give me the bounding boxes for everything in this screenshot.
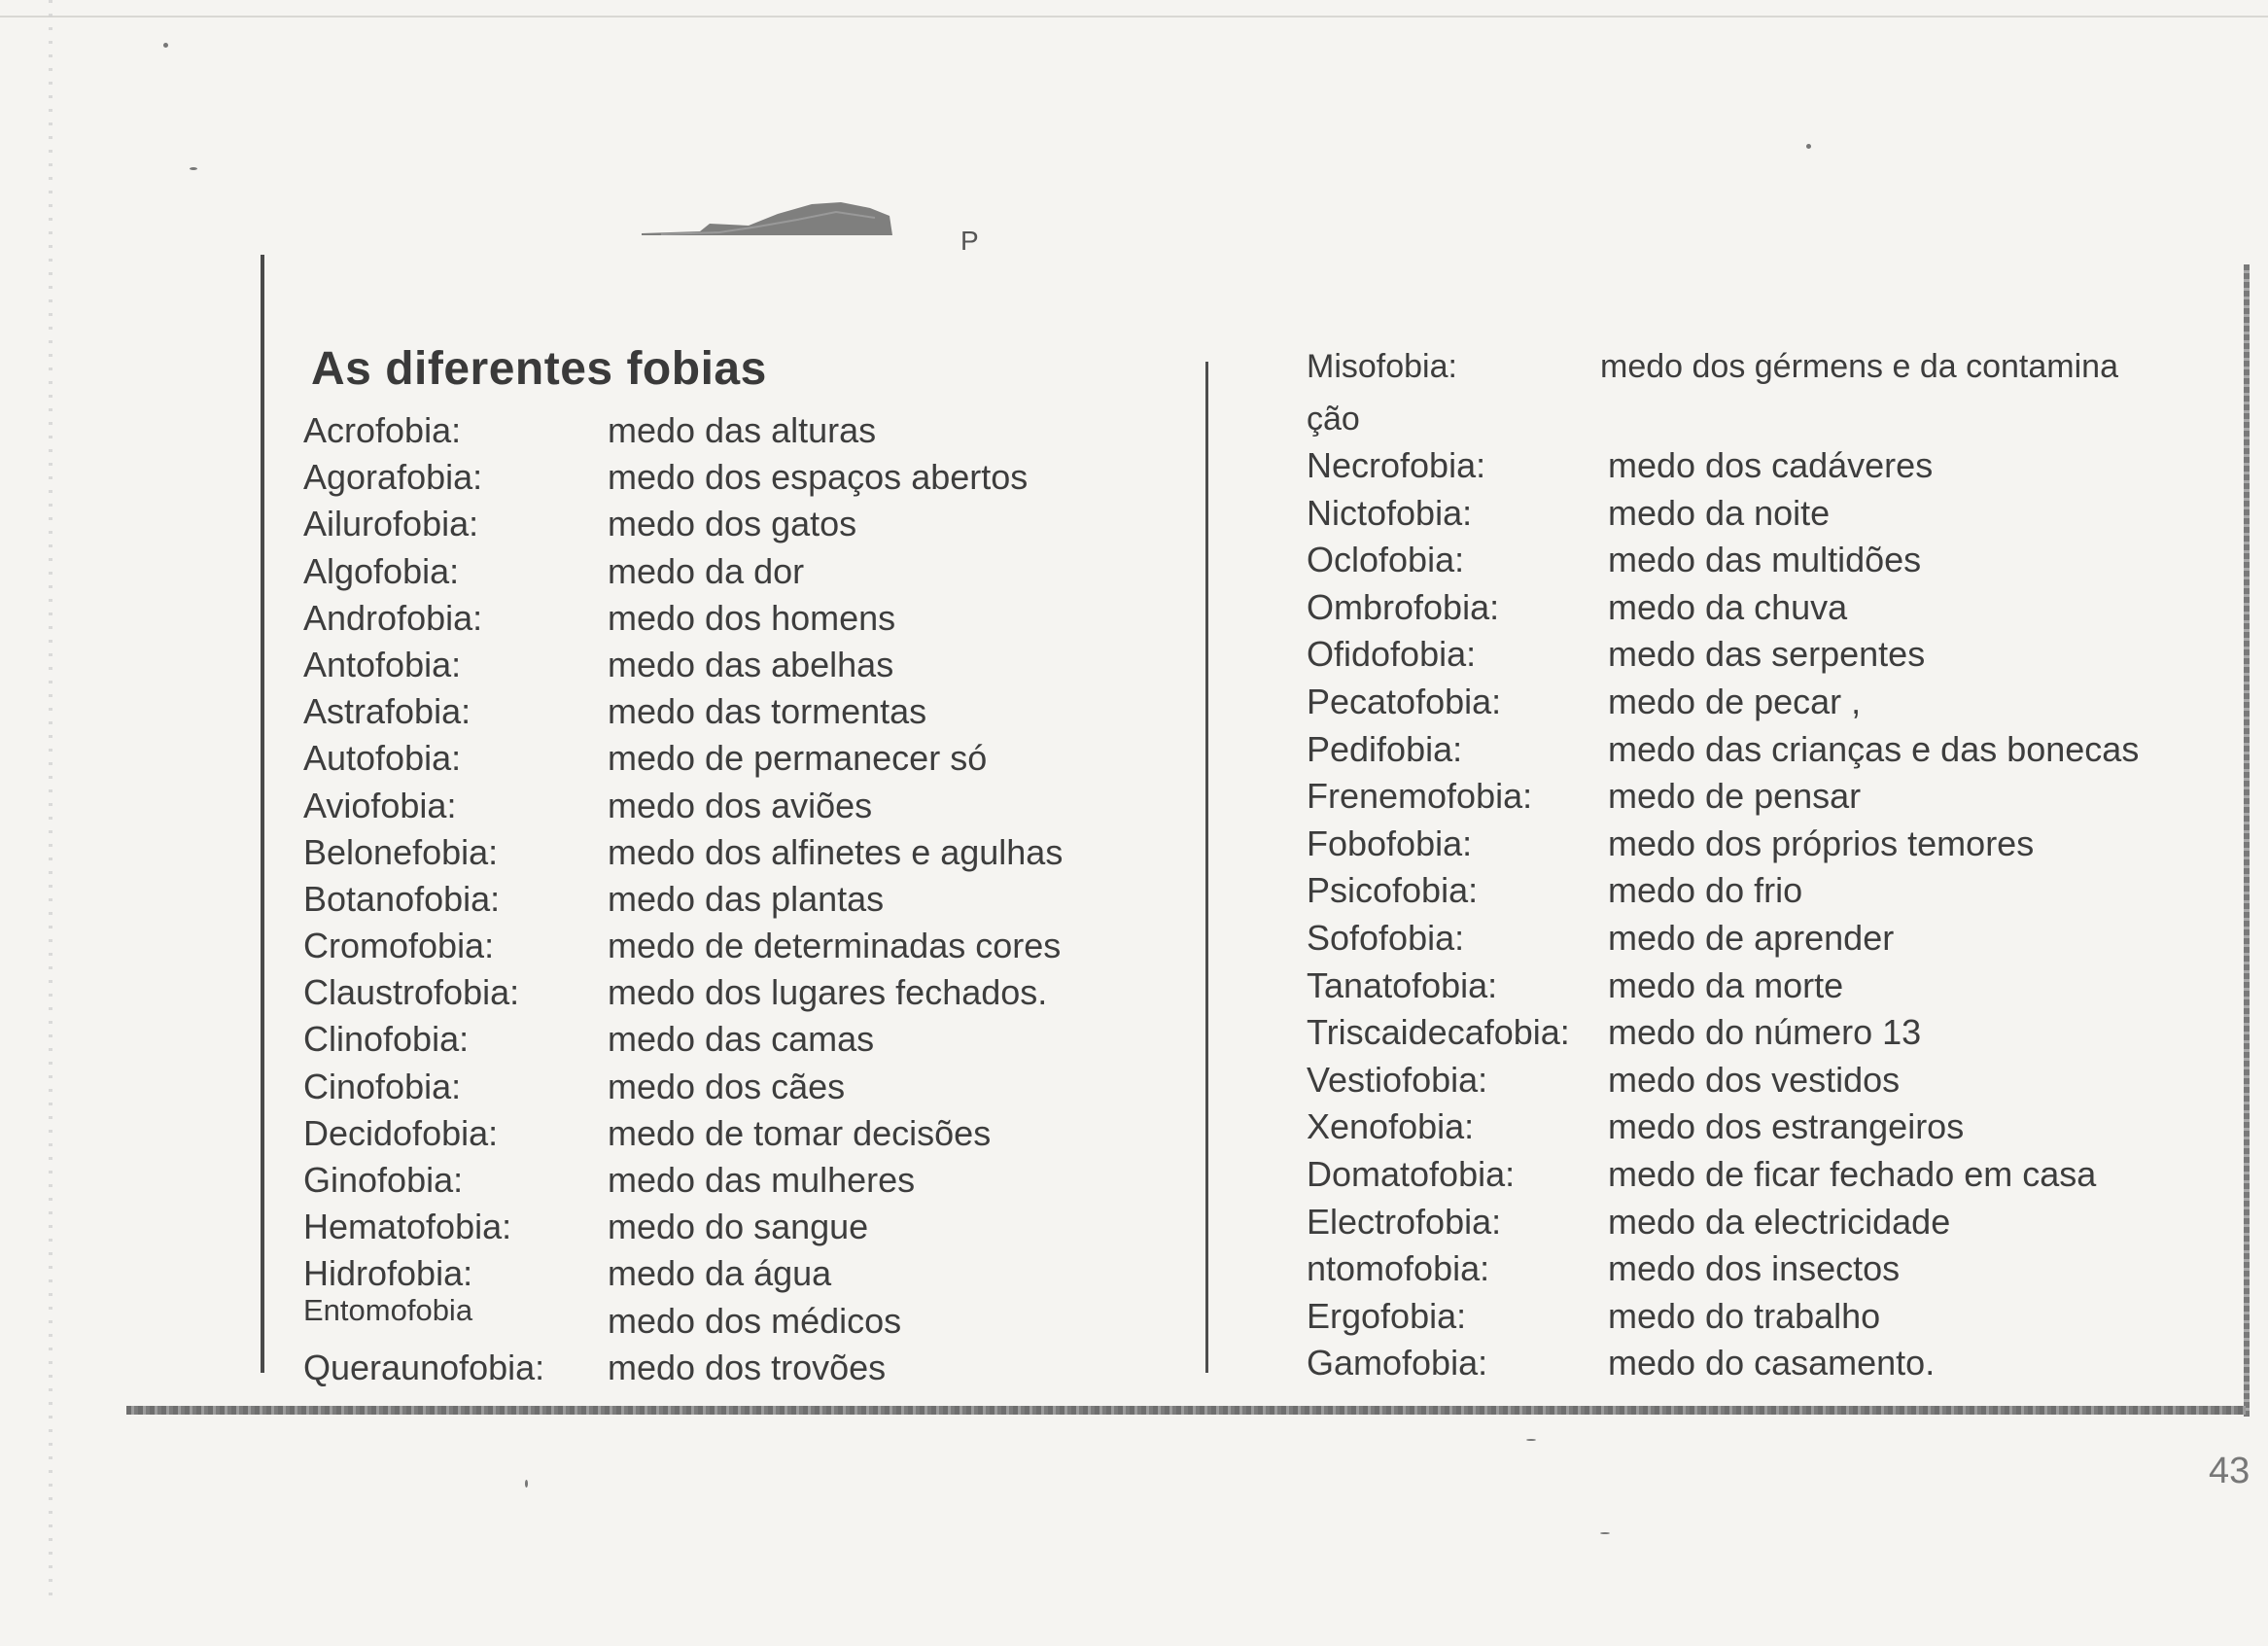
phobia-meaning: medo dos estrangeiros — [1608, 1106, 1965, 1147]
phobia-term: Hidrofobia: — [303, 1253, 473, 1294]
phobia-meaning: medo das alturas — [608, 410, 877, 450]
phobia-meaning: medo das tormentas — [608, 691, 927, 732]
phobia-term: Botanofobia: — [303, 878, 501, 919]
phobia-term: Algofobia: — [303, 550, 460, 591]
phobia-term: Vestiofobia: — [1307, 1059, 1488, 1100]
phobia-meaning: medo dos gatos — [608, 504, 857, 544]
phobia-term: Autofobia: — [303, 738, 462, 779]
phobia-term: Necrofobia: — [1307, 445, 1486, 485]
scan-speck — [190, 167, 197, 170]
phobia-term: Oclofobia: — [1307, 540, 1465, 580]
phobia-term: Pecatofobia: — [1307, 681, 1502, 721]
phobia-meaning: medo dos alfinetes e agulhas — [608, 831, 1064, 872]
phobia-term: Decidofobia: — [303, 1112, 499, 1153]
phobia-meaning: medo da noite — [1608, 492, 1831, 533]
phobia-meaning: medo dos médicos — [608, 1300, 902, 1341]
scan-speck — [163, 43, 168, 48]
right-border-rule — [2244, 264, 2250, 1417]
phobia-meaning: medo do número 13 — [1608, 1012, 1922, 1053]
phobia-term: Clinofobia: — [303, 1019, 470, 1060]
phobia-term: Electrofobia: — [1307, 1201, 1502, 1242]
phobia-meaning: medo das multidões — [1608, 540, 1922, 580]
phobia-meaning: medo do trabalho — [1608, 1295, 1881, 1336]
phobia-meaning: medo do casamento. — [1608, 1343, 1936, 1383]
phobia-meaning: medo das crianças e das bonecas — [1608, 728, 2140, 769]
phobia-meaning: medo dos insectos — [1608, 1248, 1901, 1289]
bottom-border-rule — [126, 1406, 2246, 1415]
column-divider-rule — [1205, 362, 1208, 1373]
phobia-term: Fobofobia: — [1307, 823, 1473, 863]
scan-left-margin-noise — [49, 0, 52, 1604]
phobia-term: Sofofobia: — [1307, 917, 1465, 958]
phobia-meaning: medo dos homens — [608, 597, 896, 638]
phobia-term: Ailurofobia: — [303, 504, 479, 544]
phobia-term: Psicofobia: — [1307, 870, 1479, 911]
scan-speck — [1600, 1532, 1610, 1534]
phobia-meaning: medo das camas — [608, 1019, 875, 1060]
phobia-meaning: medo de tomar decisões — [608, 1112, 992, 1153]
phobia-meaning: medo do frio — [1608, 870, 1803, 911]
phobia-meaning: medo de determinadas cores — [608, 926, 1062, 966]
phobia-term: Ginofobia: — [303, 1160, 464, 1200]
torn-clipping-fragment — [642, 194, 894, 235]
phobia-term: Xenofobia: — [1307, 1106, 1475, 1147]
phobia-term: Queraunofobia: — [303, 1347, 545, 1387]
phobia-meaning: medo das serpentes — [1608, 634, 1926, 675]
phobia-term: Cromofobia: — [303, 926, 495, 966]
phobia-term: Cinofobia: — [303, 1066, 462, 1106]
phobia-term: Ombrofobia: — [1307, 586, 1500, 627]
phobia-term: Ergofobia: — [1307, 1295, 1467, 1336]
phobia-meaning: medo das abelhas — [608, 644, 894, 684]
phobia-term: Entomofobia — [303, 1292, 473, 1327]
phobia-term: Triscaidecafobia: — [1307, 1012, 1570, 1053]
phobia-meaning: medo dos vestidos — [1608, 1059, 1901, 1100]
phobia-term: Ofidofobia: — [1307, 634, 1477, 675]
page-number: 43 — [2209, 1451, 2251, 1491]
phobia-meaning: medo de permanecer só — [608, 738, 988, 779]
phobia-meaning: medo da dor — [608, 550, 805, 591]
scan-speck — [1806, 144, 1811, 149]
phobia-meaning: medo dos cães — [608, 1066, 846, 1106]
phobia-term: Antofobia: — [303, 644, 462, 684]
phobia-term: Pedifobia: — [1307, 728, 1463, 769]
phobia-term: Acrofobia: — [303, 410, 462, 450]
phobia-term: Astrafobia: — [303, 691, 471, 732]
phobia-meaning: medo de ficar fechado em casa — [1608, 1153, 2097, 1194]
document-title: As diferentes fobias — [311, 343, 767, 395]
phobia-meaning: medo da chuva — [1608, 586, 1848, 627]
phobia-term: Agorafobia: — [303, 457, 483, 498]
phobia-term: Misofobia: — [1307, 348, 1457, 385]
scan-speck — [525, 1480, 528, 1488]
stray-mark: P — [960, 226, 979, 256]
phobia-meaning: medo de aprender — [1608, 917, 1895, 958]
phobia-meaning: medo dos próprios temores — [1608, 823, 2035, 863]
phobia-term: Androfobia: — [303, 597, 483, 638]
phobia-meaning: medo dos aviões — [608, 785, 873, 825]
phobia-term: ntomofobia: — [1307, 1248, 1490, 1289]
phobia-term: Gamofobia: — [1307, 1343, 1488, 1383]
phobia-term: Belonefobia: — [303, 831, 499, 872]
phobia-meaning: medo de pensar — [1608, 776, 1862, 817]
phobia-term: Tanatofobia: — [1307, 964, 1498, 1005]
phobia-term: Hematofobia: — [303, 1207, 512, 1247]
phobia-meaning-continuation: ção — [1307, 401, 1360, 438]
phobia-meaning: medo do sangue — [608, 1207, 869, 1247]
left-border-rule — [261, 255, 264, 1373]
phobia-meaning: medo dos lugares fechados. — [608, 972, 1048, 1013]
phobia-meaning: medo dos trovões — [608, 1347, 887, 1387]
phobia-meaning: medo dos gérmens e da contamina — [1600, 348, 2118, 385]
phobia-meaning: medo das plantas — [608, 878, 885, 919]
phobia-meaning: medo da morte — [1608, 964, 1844, 1005]
scan-top-edge — [0, 16, 2268, 18]
phobia-meaning: medo dos cadáveres — [1608, 445, 1934, 485]
phobia-meaning: medo da electricidade — [1608, 1201, 1951, 1242]
phobia-term: Domatofobia: — [1307, 1153, 1516, 1194]
phobia-meaning: medo dos espaços abertos — [608, 457, 1029, 498]
phobia-term: Nictofobia: — [1307, 492, 1473, 533]
phobia-meaning: medo da água — [608, 1253, 832, 1294]
phobia-term: Frenemofobia: — [1307, 776, 1533, 817]
phobia-meaning: medo das mulheres — [608, 1160, 916, 1200]
phobia-meaning: medo de pecar , — [1608, 681, 1862, 721]
phobia-term: Aviofobia: — [303, 785, 457, 825]
scan-speck — [1526, 1439, 1536, 1441]
phobia-term: Claustrofobia: — [303, 972, 520, 1013]
